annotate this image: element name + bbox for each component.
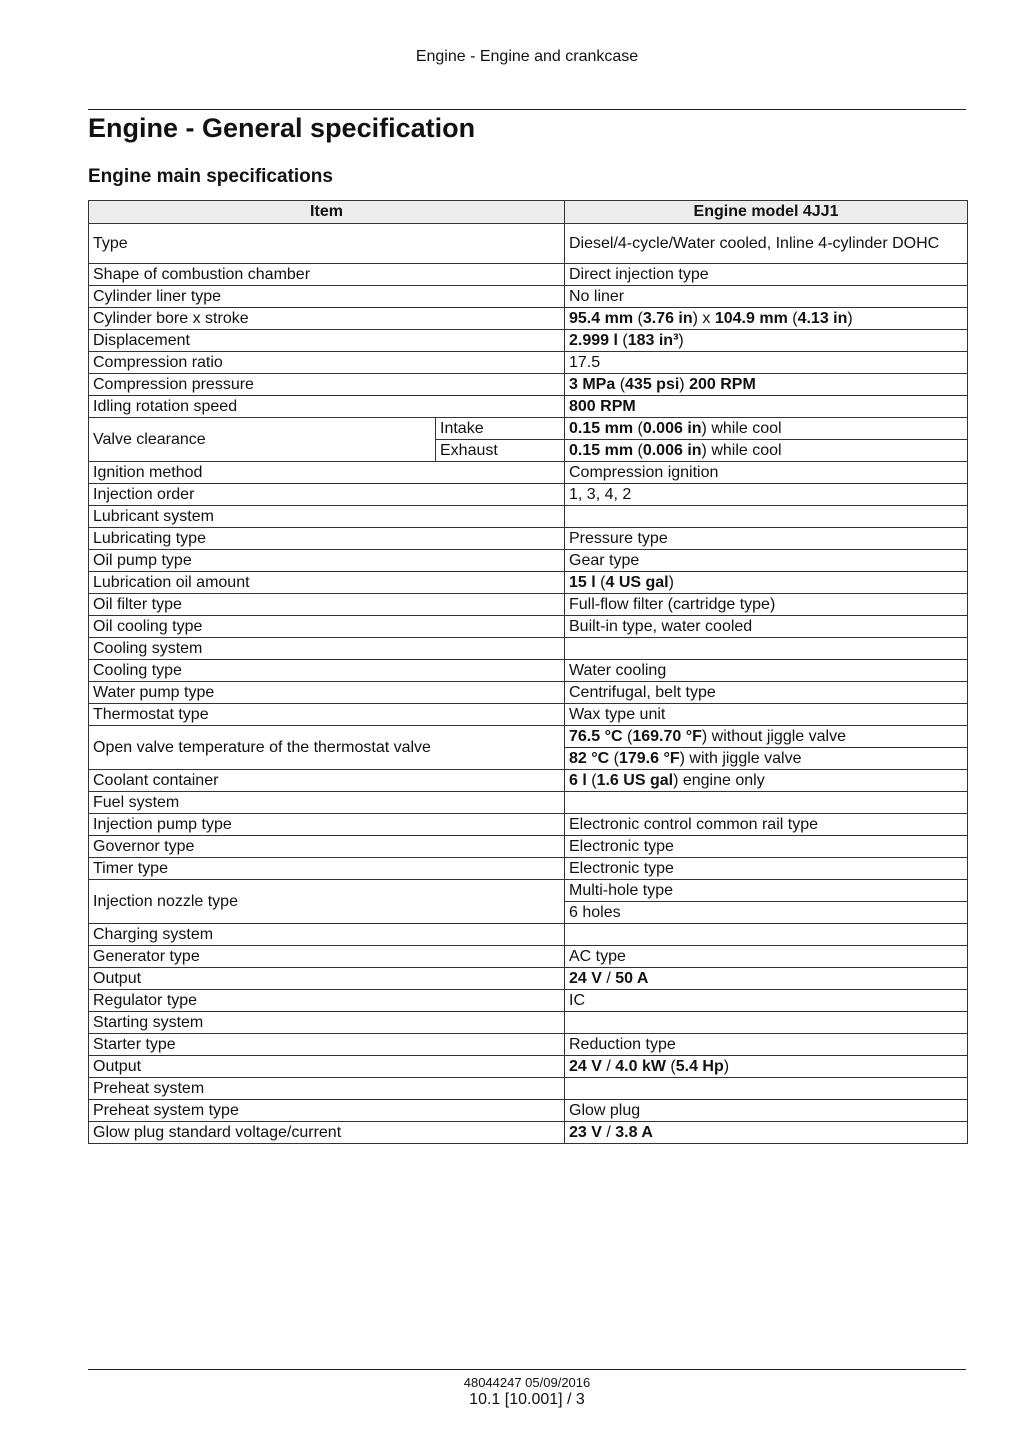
row-value: 1, 3, 4, 2 — [565, 484, 968, 506]
row-label: Oil filter type — [89, 594, 565, 616]
row-value: 17.5 — [565, 352, 968, 374]
row-value: Centrifugal, belt type — [565, 682, 968, 704]
row-value: Direct injection type — [565, 264, 968, 286]
value-imperial: 4.13 in — [797, 309, 848, 327]
table-row — [89, 1012, 968, 1034]
row-value: Diesel/4-cycle/Water cooled, Inline 4-cylinder DOHC — [565, 224, 968, 264]
row-value: Pressure type — [565, 528, 968, 550]
row-label: Starting system — [89, 1012, 565, 1034]
row-value: 0.15 mm (0.006 in) while cool — [565, 440, 968, 462]
value-imperial: 4 US gal — [605, 573, 669, 591]
row-value: Compression ignition — [565, 462, 968, 484]
row-value — [565, 1012, 968, 1034]
value-voltage: 23 V — [569, 1123, 602, 1141]
running-header: Engine - Engine and crankcase — [415, 48, 639, 65]
row-label: Ignition method — [89, 462, 565, 484]
row-label: Generator type — [89, 946, 565, 968]
table-row — [89, 528, 968, 550]
row-value: 23 V / 3.8 A — [565, 1122, 968, 1144]
row-value: Reduction type — [565, 1034, 968, 1056]
value-metric: 95.4 mm — [569, 309, 634, 327]
row-label: Governor type — [89, 836, 565, 858]
row-label: Output — [89, 1056, 565, 1078]
row-label: Fuel system — [89, 792, 565, 814]
row-label: Output — [89, 968, 565, 990]
table-row — [89, 616, 968, 638]
value-voltage: 24 V — [569, 1057, 602, 1075]
value-metric: 82 °C — [569, 749, 610, 767]
row-value: Electronic type — [565, 858, 968, 880]
value-metric: 0.15 mm — [569, 441, 634, 459]
row-label: Cylinder bore x stroke — [89, 308, 565, 330]
value-metric: 2.999 l — [569, 331, 618, 349]
row-value: 95.4 mm (3.76 in) x 104.9 mm (4.13 in) — [565, 308, 968, 330]
header-item: Item — [89, 201, 565, 224]
value-metric: 6 l — [569, 771, 587, 789]
table-row — [89, 506, 968, 528]
row-value — [565, 506, 968, 528]
row-value: No liner — [565, 286, 968, 308]
table-row — [89, 330, 968, 352]
row-value: AC type — [565, 946, 968, 968]
row-value: 15 l (4 US gal) — [565, 572, 968, 594]
table-row — [89, 352, 968, 374]
row-value: Water cooling — [565, 660, 968, 682]
row-label: Preheat system type — [89, 1100, 565, 1122]
table-row — [89, 594, 968, 616]
row-value: 3 MPa (435 psi) 200 RPM — [565, 374, 968, 396]
table-row — [89, 814, 968, 836]
value-rpm: 800 RPM — [569, 397, 636, 415]
row-value: 82 °C (179.6 °F) with jiggle valve — [565, 748, 968, 770]
page-title: Engine - General specification — [88, 113, 476, 143]
row-value: 76.5 °C (169.70 °F) without jiggle valve — [565, 726, 968, 748]
row-label: Injection order — [89, 484, 565, 506]
table-row — [89, 836, 968, 858]
row-value: 24 V / 4.0 kW (5.4 Hp) — [565, 1056, 968, 1078]
value-metric: 15 l — [569, 573, 596, 591]
row-label: Preheat system — [89, 1078, 565, 1100]
table-row — [89, 880, 968, 902]
row-value: Wax type unit — [565, 704, 968, 726]
row-value — [565, 924, 968, 946]
row-label: Open valve temperature of the thermostat valve — [89, 726, 565, 770]
spec-table — [88, 200, 968, 1144]
value-imperial: 179.6 °F — [618, 749, 680, 767]
row-value — [565, 396, 968, 418]
row-value: Built-in type, water cooled — [565, 616, 968, 638]
table-row — [89, 660, 968, 682]
row-value — [565, 1078, 968, 1100]
row-value: 2.999 l (183 in³) — [565, 330, 968, 352]
row-label: Shape of combustion chamber — [89, 264, 565, 286]
table-row — [89, 682, 968, 704]
table-row — [89, 1078, 968, 1100]
row-label: Lubrication oil amount — [89, 572, 565, 594]
table-row — [89, 396, 968, 418]
value-metric: 104.9 mm — [714, 309, 788, 327]
row-label: Regulator type — [89, 990, 565, 1012]
row-label: Compression ratio — [89, 352, 565, 374]
table-header-row — [89, 201, 968, 224]
table-row — [89, 224, 968, 264]
value-metric: 0.15 mm — [569, 419, 634, 437]
value-metric: 76.5 °C — [569, 727, 623, 745]
value-imperial: 183 in³ — [627, 331, 679, 349]
row-value: Gear type — [565, 550, 968, 572]
row-value: 6 holes — [565, 902, 968, 924]
value-current: 3.8 A — [615, 1123, 653, 1141]
table-row — [89, 264, 968, 286]
table-row — [89, 1034, 968, 1056]
value-imperial: 169.70 °F — [632, 727, 702, 745]
value-imperial: 0.006 in — [642, 419, 702, 437]
section-title: Engine main specifications — [88, 166, 333, 187]
table-row — [89, 638, 968, 660]
header-rule — [88, 109, 966, 110]
table-row — [89, 1100, 968, 1122]
value-power: 4.0 kW — [615, 1057, 666, 1075]
table-row — [89, 374, 968, 396]
table-row — [89, 1056, 968, 1078]
table-row — [89, 726, 968, 748]
row-label: Oil cooling type — [89, 616, 565, 638]
row-value: IC — [565, 990, 968, 1012]
table-row — [89, 550, 968, 572]
row-label: Charging system — [89, 924, 565, 946]
row-label: Starter type — [89, 1034, 565, 1056]
row-label: Thermostat type — [89, 704, 565, 726]
footer-doc-reference: 48044247 05/09/2016 — [463, 1375, 591, 1390]
value-note: without jiggle valve — [711, 727, 846, 745]
row-label: Water pump type — [89, 682, 565, 704]
row-label: Oil pump type — [89, 550, 565, 572]
row-label: Cooling system — [89, 638, 565, 660]
row-label: Displacement — [89, 330, 565, 352]
table-row — [89, 484, 968, 506]
sub-label-intake: Intake — [436, 418, 565, 440]
row-value — [565, 792, 968, 814]
header-engine-model: Engine model 4JJ1 — [565, 201, 968, 224]
footer-page-number: 10.1 [10.001] / 3 — [469, 1391, 585, 1408]
table-row — [89, 286, 968, 308]
table-row — [89, 858, 968, 880]
row-label: Idling rotation speed — [89, 396, 565, 418]
row-label: Type — [89, 224, 565, 264]
value-note: while cool — [711, 441, 782, 459]
value-rpm: 200 RPM — [689, 375, 756, 393]
value-note: with jiggle valve — [689, 749, 802, 767]
table-row — [89, 308, 968, 330]
table-row — [89, 462, 968, 484]
value-metric: 3 MPa — [569, 375, 616, 393]
row-label: Glow plug standard voltage/current — [89, 1122, 565, 1144]
table-row — [89, 704, 968, 726]
row-value: 0.15 mm (0.006 in) while cool — [565, 418, 968, 440]
row-value: Full-flow filter (cartridge type) — [565, 594, 968, 616]
row-value: Glow plug — [565, 1100, 968, 1122]
table-row — [89, 1122, 968, 1144]
table-row — [89, 770, 968, 792]
table-row — [89, 418, 968, 440]
row-value: 24 V / 50 A — [565, 968, 968, 990]
value-imperial: 0.006 in — [642, 441, 702, 459]
value-note: while cool — [711, 419, 782, 437]
value-imperial: 1.6 US gal — [596, 771, 674, 789]
table-row — [89, 990, 968, 1012]
table-row — [89, 946, 968, 968]
row-value: Electronic type — [565, 836, 968, 858]
value-imperial: 3.76 in — [642, 309, 693, 327]
value-current: 50 A — [615, 969, 649, 987]
footer-rule — [88, 1369, 966, 1370]
row-label: Injection pump type — [89, 814, 565, 836]
row-label: Injection nozzle type — [89, 880, 565, 924]
row-value: 6 l (1.6 US gal) engine only — [565, 770, 968, 792]
row-label: Valve clearance — [89, 418, 436, 462]
table-row — [89, 968, 968, 990]
value-note: engine only — [682, 771, 765, 789]
row-label: Timer type — [89, 858, 565, 880]
table-row — [89, 572, 968, 594]
table-row — [89, 924, 968, 946]
value-imperial: 435 psi — [625, 375, 680, 393]
row-label: Compression pressure — [89, 374, 565, 396]
row-label: Cooling type — [89, 660, 565, 682]
row-value — [565, 638, 968, 660]
row-value: Electronic control common rail type — [565, 814, 968, 836]
row-label: Coolant container — [89, 770, 565, 792]
value-voltage: 24 V — [569, 969, 602, 987]
row-value: Multi-hole type — [565, 880, 968, 902]
value-power-hp: 5.4 Hp — [675, 1057, 724, 1075]
sub-label-exhaust: Exhaust — [436, 440, 565, 462]
row-label: Lubricant system — [89, 506, 565, 528]
row-label: Lubricating type — [89, 528, 565, 550]
row-label: Cylinder liner type — [89, 286, 565, 308]
table-row — [89, 792, 968, 814]
